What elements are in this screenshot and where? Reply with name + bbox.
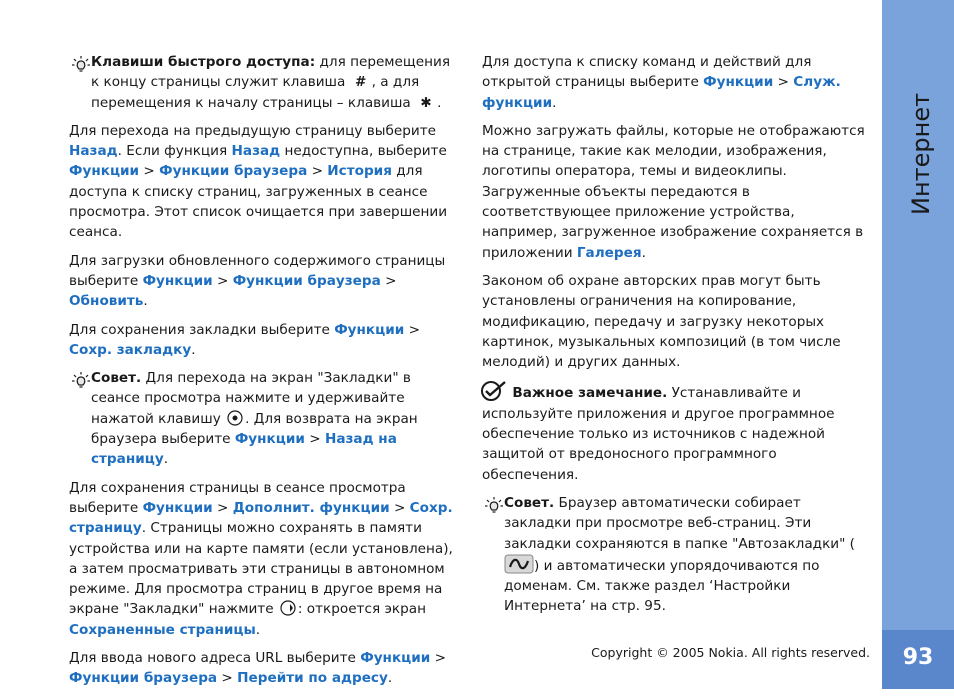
- paragraph-downloads: Можно загружать файлы, которые не отображаются на странице, такие как мелодии, изображения, логотипы оператора, темы и видеоклипы. Загруженные объекты передаются в соответствующее приложение устройства, например, загруженное изображение сохраняется в приложении Галерея.: [482, 122, 865, 261]
- link-options: Функции: [334, 321, 405, 338]
- paragraph-back: Для перехода на предыдущую страницу выберите Назад. Если функция Назад недоступна, выберите Функции > Функции браузера > История для доступа к списку страниц, загруженных в сеансе просмотра. Этот список очищается при завершении сеанса.: [69, 122, 448, 241]
- tip-bookmarks-view: Совет. Для перехода на экран "Закладки" в сеансе просмотра нажмите и удерживайте нажатой клавишу . Для возврата на экран браузера выберите Функции > Назад на страницу.: [69, 368, 457, 469]
- tip-autobookmarks: Совет. Браузер автоматически собирает закладки при просмотре веб-страниц. Эти закладки сохраняются в папке "Автозакладки" ( ) и автоматически упорядочиваются по доменам. См. также раздел ‘Настройки Интернета’ на стр. 95.: [482, 493, 872, 617]
- link-service-options: Служ. функции: [482, 74, 841, 111]
- link-back-to-page: Назад на страницу: [91, 431, 397, 468]
- important-note: Важное замечание. Устанавливайте и используйте приложения и другое программное обеспечение только из источников с надежной защитой от вредоносного программного обеспечения.: [482, 380, 872, 484]
- paragraph-save-bookmark: Для сохранения закладки выберите Функции > Сохр. закладку.: [69, 321, 420, 358]
- section-title: Интернет: [907, 92, 935, 215]
- tip-title: Совет.: [91, 370, 142, 387]
- link-history: История: [327, 163, 392, 180]
- left-column: [69, 52, 457, 697]
- lightbulb-icon: [71, 55, 93, 73]
- tip-shortcut-keys: Клавиши быстрого доступа: для перемещения к концу страницы служит клавиша # , а для перемещения к началу страницы – клавиша ✱ .: [69, 52, 457, 113]
- link-save-page: Сохр. страницу: [69, 499, 453, 537]
- link-options: Функции: [703, 74, 774, 91]
- link-options: Функции: [142, 499, 213, 516]
- paragraph-save-page: Для сохранения страницы в сеансе просмотра выберите Функции > Дополнит. функции > Сохр. страницу. Страницы можно сохранять в памяти устройства или на карте памяти (если установлена), а затем просматривать эти страницы в автономном режиме. Для просмотра страниц в другое время на экране "Закладки" нажмите : откроется экран Сохраненные страницы.: [69, 479, 453, 638]
- scroll-right-key-icon: [278, 599, 298, 617]
- link-options: Функции: [234, 431, 305, 448]
- hash-key-icon: #: [354, 74, 367, 91]
- link-go-to-address: Перейти по адресу: [237, 670, 388, 687]
- paragraph-service-options: Для доступа к списку команд и действий для открытой страницы выберите Функции > Служ. функции.: [482, 54, 841, 111]
- link-browser-options: Функции браузера: [159, 163, 308, 180]
- paragraph-copyright-law: Законом об охране авторских прав могут быть установлены ограничения на копирование, модификацию, передачу и загрузку некоторых картинок, музыкальных композиций (в том числе мелодий) и других данных.: [482, 272, 841, 371]
- right-column: [482, 52, 872, 625]
- lightbulb-icon: [484, 496, 506, 514]
- link-back-2: Назад: [231, 143, 281, 160]
- tip-title: Клавиши быстрого доступа:: [91, 54, 316, 70]
- link-options: Функции: [360, 650, 431, 667]
- link-gallery: Галерея: [576, 244, 642, 261]
- important-note-icon: [480, 380, 508, 402]
- tip-title: Совет.: [504, 494, 555, 511]
- link-browser-options: Функции браузера: [69, 670, 218, 687]
- paragraph-reload: Для загрузки обновленного содержимого страницы выберите Функции > Функции браузера > Обновить.: [69, 252, 446, 310]
- autobookmarks-icon: [504, 554, 534, 574]
- lightbulb-icon: [71, 371, 93, 389]
- link-options: Функции: [69, 163, 140, 180]
- link-reload: Обновить: [69, 293, 144, 310]
- link-browser-options: Функции браузера: [232, 272, 381, 289]
- link-back: Назад: [69, 143, 118, 160]
- link-advanced-options: Дополнит. функции: [232, 499, 390, 516]
- important-title: Важное замечание.: [512, 385, 668, 402]
- star-key-icon: ✱: [420, 94, 432, 111]
- copyright-notice: Copyright © 2005 Nokia. All rights reserved.: [591, 645, 870, 660]
- link-save-bookmark: Сохр. закладку: [69, 341, 192, 358]
- page-number: 93: [902, 645, 934, 670]
- scroll-key-icon: [225, 409, 245, 427]
- link-options: Функции: [142, 272, 213, 289]
- link-saved-pages: Сохраненные страницы: [69, 621, 256, 638]
- paragraph-enter-url: Для ввода нового адреса URL выберите Функции > Функции браузера > Перейти по адресу.: [69, 650, 447, 687]
